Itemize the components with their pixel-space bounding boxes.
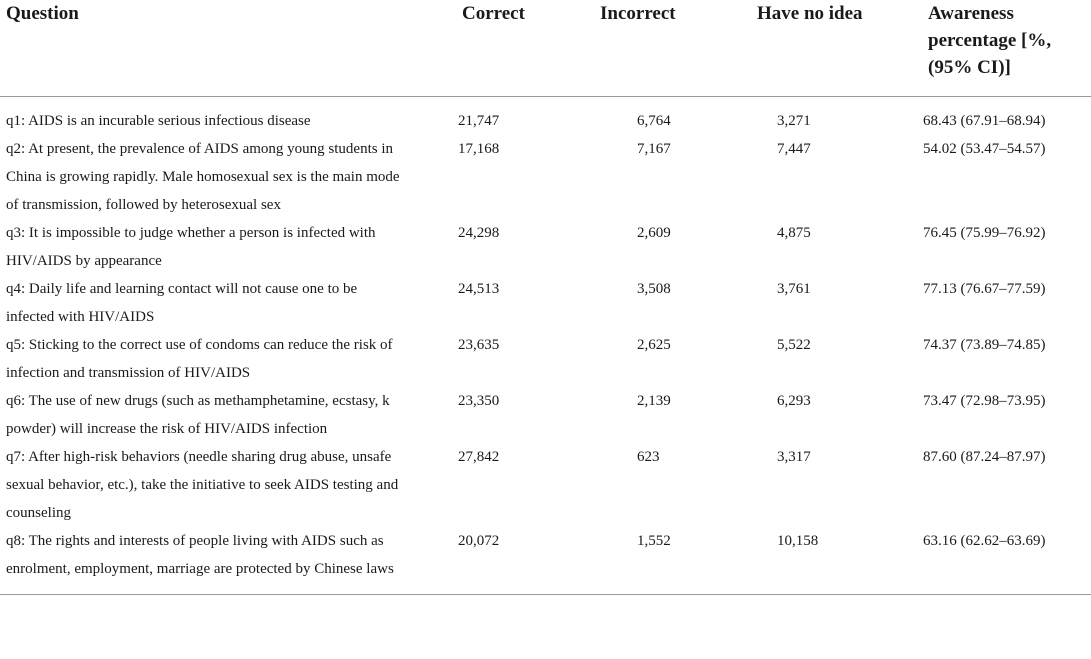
- question-cell: q8: The rights and interests of people living with AIDS such as enrolment, employment, marriage are protected by Chinese laws: [0, 527, 440, 595]
- header-incorrect: Incorrect: [575, 0, 720, 97]
- correct-cell: 20,072: [440, 527, 575, 595]
- incorrect-cell: 2,625: [637, 337, 671, 353]
- table-row: [0, 331, 1091, 387]
- incorrect-cell: 6,764: [637, 113, 671, 129]
- header-awareness: [915, 0, 1091, 97]
- table-row: [0, 97, 1091, 136]
- header-awareness-line1: Awareness: [928, 3, 1014, 24]
- table-row: [0, 387, 1091, 443]
- incorrect-cell: 2,139: [637, 393, 671, 409]
- table-header: [0, 0, 1091, 97]
- no-idea-cell: 5,522: [777, 337, 811, 353]
- header-row: [0, 0, 1091, 97]
- question-cell: q7: After high-risk behaviors (needle sharing drug abuse, unsafe sexual behavior, etc.), take the initiative to seek AIDS testing and counseling: [6, 449, 399, 521]
- correct-cell: 23,350: [458, 393, 500, 409]
- no-idea-cell: 3,271: [777, 113, 811, 129]
- header-correct: Correct: [440, 0, 575, 97]
- question-cell: q4: Daily life and learning contact will not cause one to be infected with HIV/AIDS: [6, 281, 358, 325]
- awareness-cell: 87.60 (87.24–87.97): [923, 449, 1046, 465]
- incorrect-cell: 3,508: [637, 281, 671, 297]
- incorrect-cell: 623: [637, 449, 660, 465]
- correct-cell: 24,298: [458, 225, 500, 241]
- awareness-cell: 77.13 (76.67–77.59): [923, 281, 1046, 297]
- table-row: [0, 275, 1091, 331]
- no-idea-cell: 3,761: [777, 281, 811, 297]
- table-row: [0, 135, 1091, 219]
- header-awareness-line3: (95% CI)]: [928, 57, 1011, 78]
- no-idea-cell: 4,875: [777, 225, 811, 241]
- correct-cell: 21,747: [458, 113, 500, 129]
- table-body: [0, 97, 1091, 595]
- header-awareness-line2: percentage [%,: [928, 30, 1052, 51]
- question-cell: q1: AIDS is an incurable serious infectious disease: [6, 113, 311, 129]
- incorrect-cell: 1,552: [575, 527, 720, 595]
- awareness-cell: 76.45 (75.99–76.92): [923, 225, 1046, 241]
- correct-cell: 27,842: [458, 449, 500, 465]
- awareness-cell: 73.47 (72.98–73.95): [923, 393, 1046, 409]
- awareness-cell: 63.16 (62.62–63.69): [915, 527, 1091, 595]
- no-idea-cell: 6,293: [777, 393, 811, 409]
- no-idea-cell: 7,447: [777, 141, 811, 157]
- header-no-idea: Have no idea: [720, 0, 915, 97]
- header-question: Question: [0, 0, 440, 97]
- question-cell: q3: It is impossible to judge whether a person is infected with HIV/AIDS by appearance: [6, 225, 376, 269]
- table-row: [0, 443, 1091, 527]
- table-row: [0, 527, 1091, 595]
- question-cell: q2: At present, the prevalence of AIDS among young students in China is growing rapidly. Male homosexual sex is the main mode of transmission, followed by heterosexual sex: [6, 141, 400, 213]
- no-idea-cell: 10,158: [720, 527, 915, 595]
- question-cell: q6: The use of new drugs (such as methamphetamine, ecstasy, k powder) will increase the risk of HIV/AIDS infection: [6, 393, 390, 437]
- no-idea-cell: 3,317: [777, 449, 811, 465]
- correct-cell: 24,513: [458, 281, 500, 297]
- awareness-cell: 54.02 (53.47–54.57): [923, 141, 1046, 157]
- table-row: [0, 219, 1091, 275]
- correct-cell: 23,635: [458, 337, 500, 353]
- awareness-cell: 74.37 (73.89–74.85): [923, 337, 1046, 353]
- question-cell: q5: Sticking to the correct use of condoms can reduce the risk of infection and transmission of HIV/AIDS: [6, 337, 393, 381]
- awareness-cell: 68.43 (67.91–68.94): [923, 113, 1046, 129]
- correct-cell: 17,168: [458, 141, 500, 157]
- incorrect-cell: 2,609: [637, 225, 671, 241]
- incorrect-cell: 7,167: [637, 141, 671, 157]
